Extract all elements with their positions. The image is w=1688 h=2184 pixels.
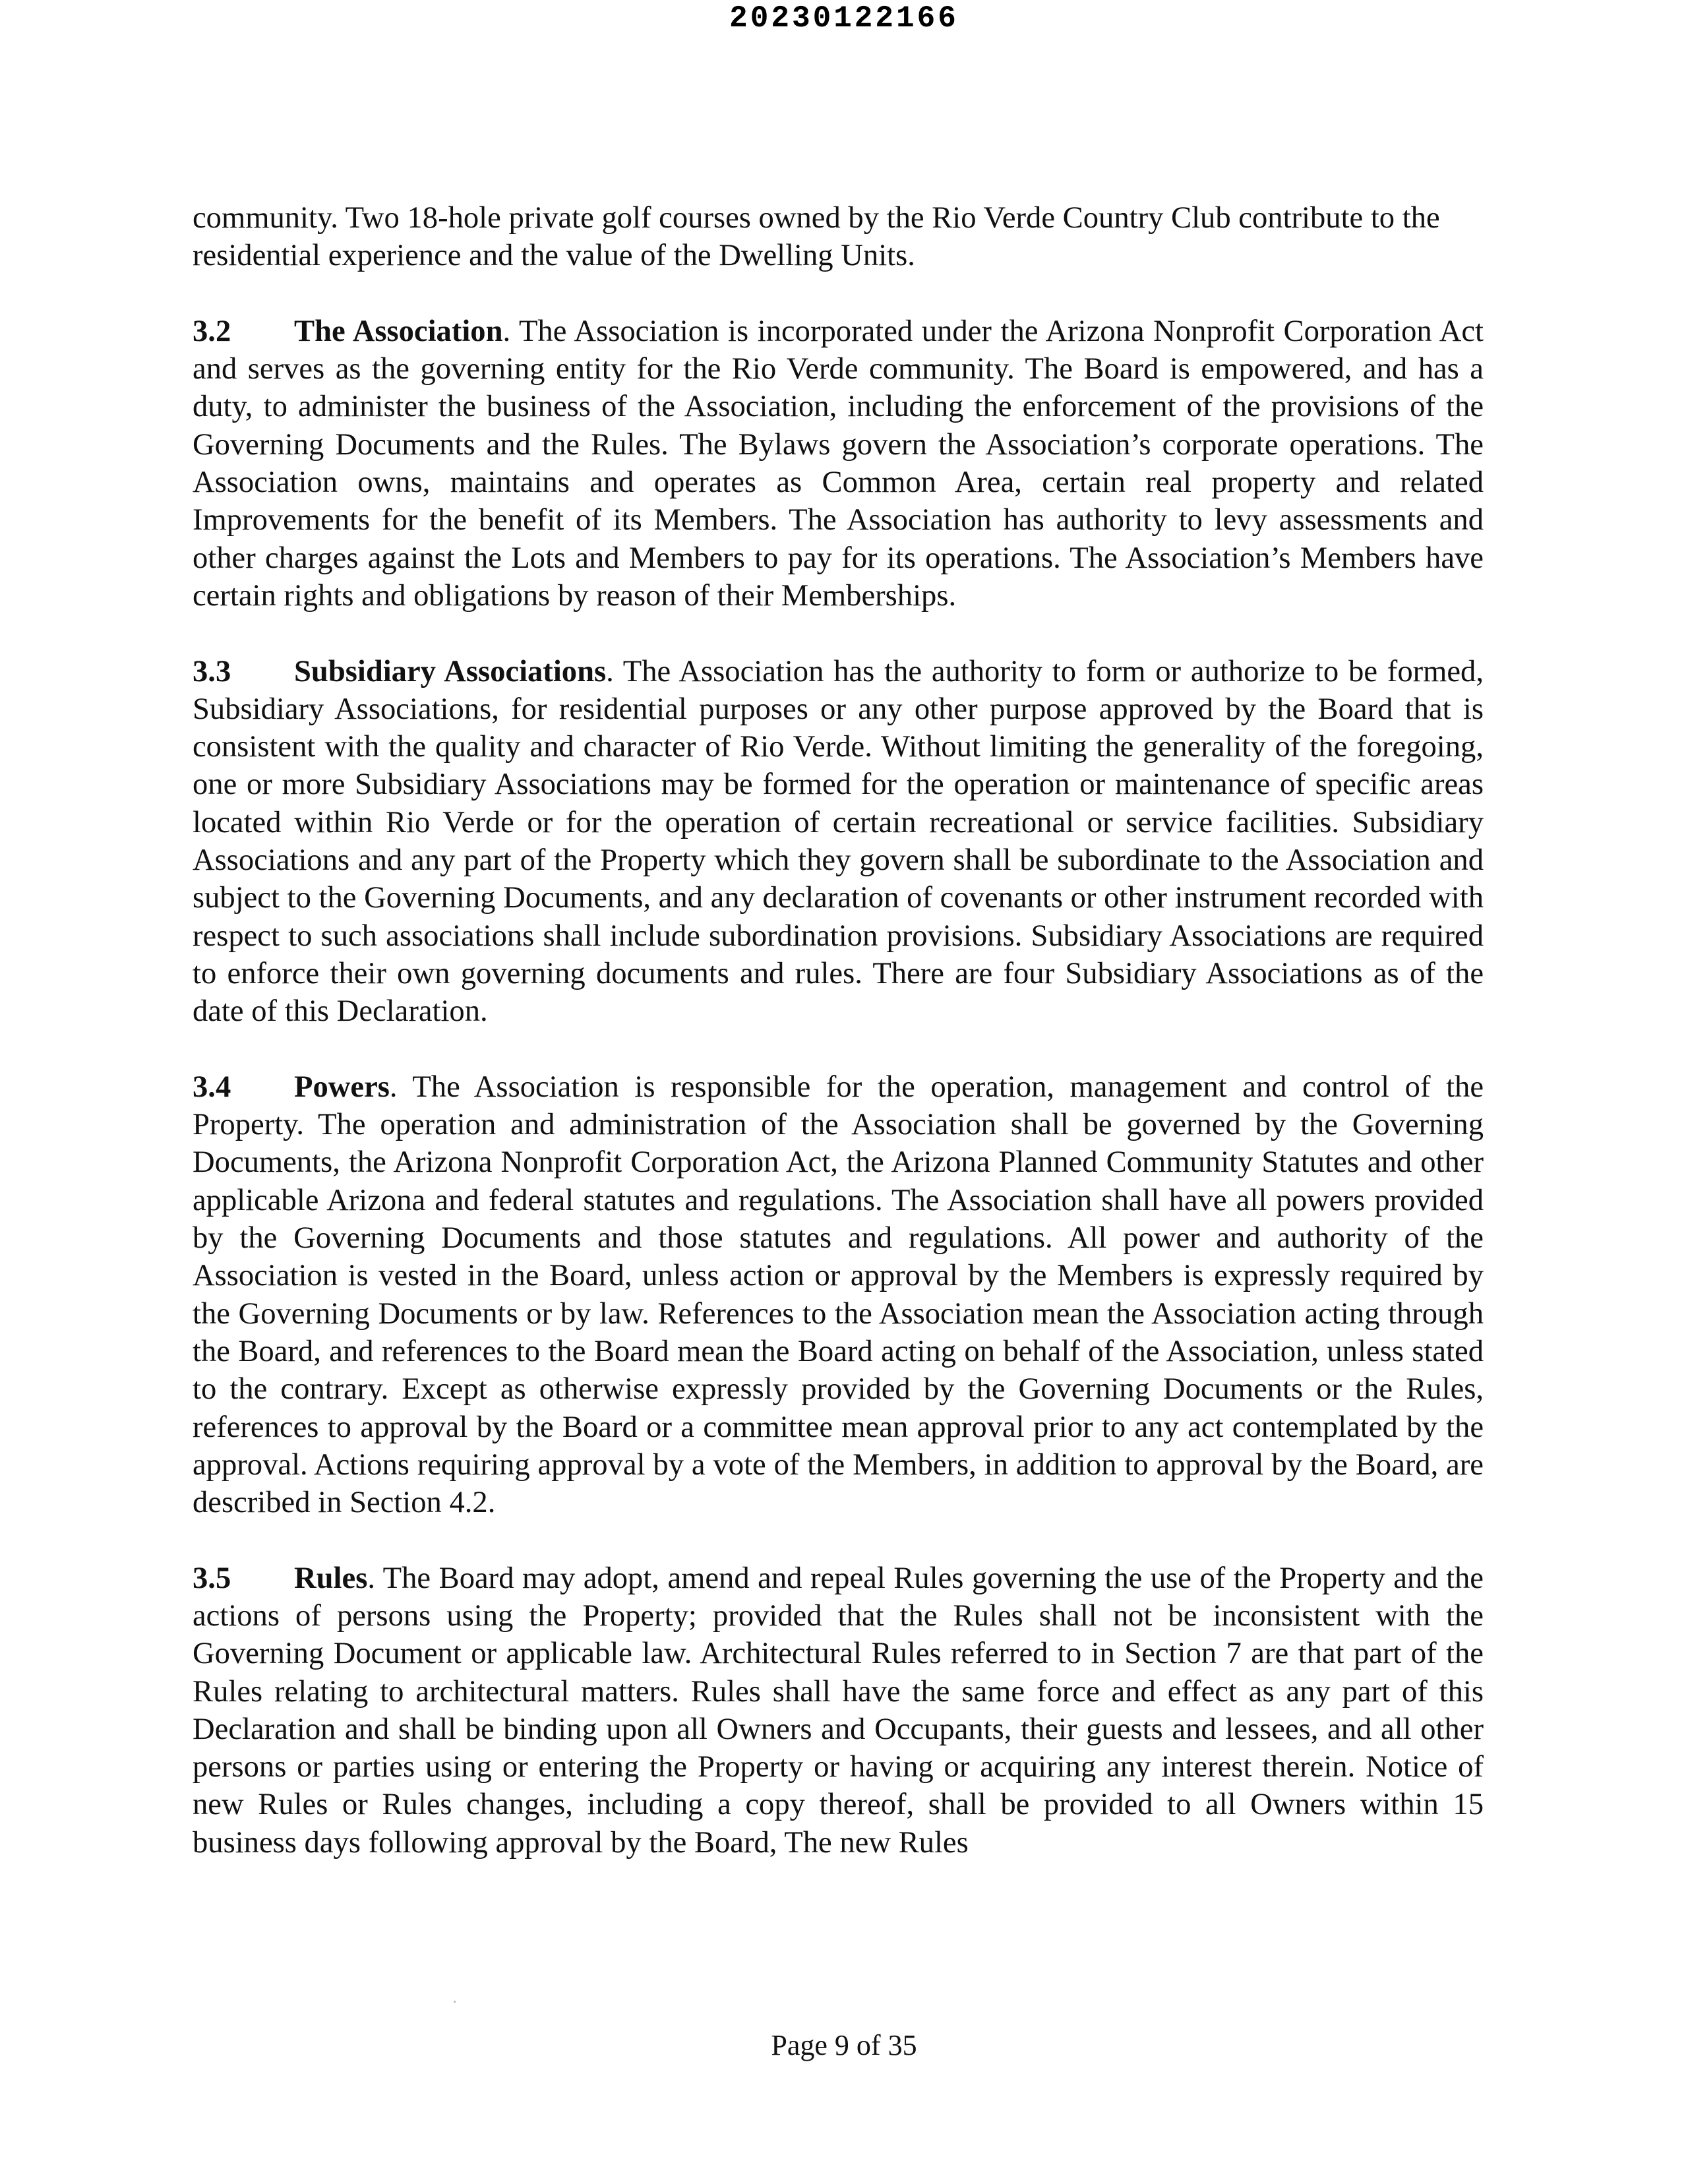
section-text: . The Association has the authority to form or authorize to be formed, Subsidiary Associations, for residential purposes or any other purpose approved by the Board that is consistent with the quality and character of Rio Verde. Without limiting the generality of the foregoing, one or more Subsidiary Associations may be formed for the operation or maintenance of specific areas located within Rio Verde or for the operation of certain recreational or service facilities. Subsidiary Associations and any part of the Property which they govern shall be subordinate to the Association and subject to the Governing Documents, and any declaration of covenants or other instrument recorded with respect to such associations shall include subordination provisions. Subsidiary Associations are required to enforce their own governing documents and rules. There are four Subsidiary Associations as of the date of this Declaration. (193, 653, 1484, 1029)
section-text: . The Association is responsible for the operation, management and control of the Property. The operation and administration of the Association shall be governed by the Governing Documents, the Arizona Nonprofit Corporation Act, the Arizona Planned Community Statutes and other applicable Arizona and federal statutes and regulations. The Association shall have all powers provided by the Governing Documents and those statutes and regulations. All power and authority of the Association is vested in the Board, unless action or approval by the Members is expressly required by the Governing Documents or by law. References to the Association mean the Association acting through the Board, and references to the Board mean the Board acting on behalf of the Association, unless stated to the contrary. Except as otherwise expressly provided by the Governing Documents or the Rules, references to approval by the Board or a committee mean approval prior to any act contemplated by the approval. Actions requiring approval by a vote of the Members, in addition to approval by the Board, are described in Section 4.2. (193, 1069, 1484, 1520)
section-3-5 (193, 1560, 1484, 1862)
page-number: Page 9 of 35 (771, 2029, 917, 2061)
section-number: 3.4 (193, 1069, 231, 1104)
paragraph-text: community. Two 18-hole private golf courses owned by the Rio Verde Country Club contribute to the residential experience and the value of the Dwelling Units. (193, 200, 1440, 273)
section-number: 3.5 (193, 1560, 231, 1595)
section-title: The Association (294, 313, 503, 348)
section-number: 3.2 (193, 313, 231, 348)
recording-number: 20230122166 (729, 1, 959, 36)
section-3-3 (193, 653, 1484, 1031)
section-number: 3.3 (193, 653, 231, 688)
section-title: Subsidiary Associations (294, 653, 607, 688)
section-text: . The Board may adopt, amend and repeal Rules governing the use of the Property and the actions of persons using the Property; provided that the Rules shall not be inconsistent with the Governing Document or applicable law. Architectural Rules referred to in Section 7 are that part of the Rules relating to architectural matters. Rules shall have the same force and effect as any part of this Declaration and shall be binding upon all Owners and Occupants, their guests and lessees, and all other persons or parties using or entering the Property or having or acquiring any interest therein. Notice of new Rules or Rules changes, including a copy thereof, shall be provided to all Owners within 15 business days following approval by the Board, The new Rules (193, 1560, 1484, 1860)
paragraph-continuation (193, 199, 1484, 275)
document-body (193, 199, 1484, 1899)
scan-speck (454, 2001, 456, 2003)
section-title: Rules (294, 1560, 368, 1595)
section-3-4 (193, 1068, 1484, 1522)
section-title: Powers (294, 1069, 390, 1104)
section-3-2 (193, 313, 1484, 615)
section-text: . The Association is incorporated under the Arizona Nonprofit Corporation Act and serves as the governing entity for the Rio Verde community. The Board is empowered, and has a duty, to administer the business of the Association, including the enforcement of the provisions of the Governing Documents and the Rules. The Bylaws govern the Association’s corporate operations. The Association owns, maintains and operates as Common Area, certain real property and related Improvements for the benefit of its Members. The Association has authority to levy assessments and other charges against the Lots and Members to pay for its operations. The Association’s Members have certain rights and obligations by reason of their Memberships. (193, 313, 1484, 613)
